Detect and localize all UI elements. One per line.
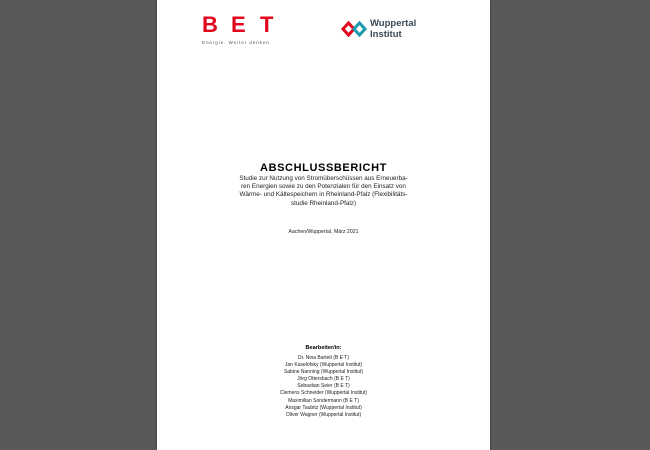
report-subtitle <box>215 175 432 208</box>
author-item: Jan Kaselofsky (Wuppertal Institut) <box>284 362 363 369</box>
author-item: Jörg Ottersbach (B E T) <box>297 376 350 383</box>
authors-heading: Bearbeiter/in: <box>305 345 342 351</box>
author-item: Maximilian Sondermann (B E T) <box>288 397 359 404</box>
viewer-background-left <box>0 0 157 450</box>
bet-logo-letter: B <box>202 12 218 37</box>
subtitle-line: ren Energien sowie zu den Potenzialen für den Einsatz von <box>241 183 406 191</box>
author-item: Ansgar Taubitz (Wuppertal Institut) <box>285 404 362 411</box>
wuppertal-institut-logo <box>340 18 450 42</box>
author-item: Dr. Nina Bartelt (B E T) <box>297 355 350 361</box>
authors-list <box>157 355 490 419</box>
subtitle-line: Studie zur Nutzung von Stromüberschüssen aus Erneuerba- <box>239 175 408 182</box>
bet-logo <box>202 12 284 50</box>
author-item: Oliver Wagner (Wuppertal Institut) <box>285 411 362 418</box>
author-item: Sabine Nanning (Wuppertal Institut) <box>283 369 364 376</box>
subtitle-line: Wärme- und Kältespeichern in Rheinland-Pfalz (Flexibilitäts- <box>239 191 408 199</box>
wuppertal-infinity-icon <box>340 18 368 40</box>
bet-logo-letter: E <box>231 12 246 37</box>
author-item: Sebastian Seier (B E T) <box>297 383 350 390</box>
wuppertal-logo-line2: Institut <box>370 28 402 40</box>
wuppertal-logo-line1: Wuppertal <box>370 18 417 29</box>
author-item: Clemens Schneider (Wuppertal Institut) <box>279 390 368 397</box>
subtitle-line: studie Rheinland-Pfalz) <box>290 199 357 207</box>
bet-logo-letter: T <box>260 12 274 37</box>
place-date-line: Aachen/Wuppertal, März 2021 <box>288 229 359 235</box>
bet-tagline: Energie. Weiter denken <box>202 40 270 45</box>
document-page[interactable] <box>157 0 490 450</box>
viewer-background-right <box>490 0 650 450</box>
report-title: ABSCHLUSSBERICHT <box>260 162 387 174</box>
